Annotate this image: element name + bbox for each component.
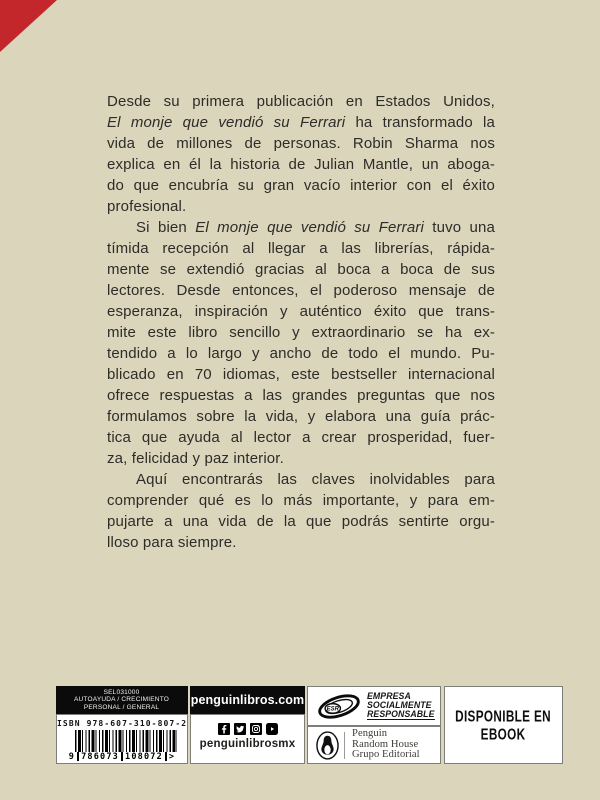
publisher-line: Grupo Editorial — [352, 749, 420, 761]
barcode-guard — [165, 752, 167, 761]
body-text-line: esperanza, inspiración y auténtico éxito que trans- — [107, 303, 495, 320]
body-text-line: El monje que vendió su Ferrari ha transformado la — [107, 114, 495, 131]
body-text-line: pujarte a una vida de la que podrás sentirte orgu- — [107, 513, 495, 530]
category-code: SEL031000 — [104, 689, 140, 697]
instagram-icon — [250, 723, 262, 735]
barcode-digits — [65, 752, 179, 762]
penguin-logo-icon — [316, 731, 339, 760]
body-text-line: do que encubría su gran vacío interior con el éxito — [107, 177, 495, 194]
body-text-line: Si bien El monje que vendió su Ferrari tuvo una — [136, 219, 495, 236]
barcode-digit-left: 9 — [68, 752, 76, 762]
barcode-guard — [121, 752, 123, 761]
barcode-bars — [75, 730, 177, 754]
body-text-line: profesional. — [107, 198, 187, 215]
publisher-line: Penguin — [352, 728, 388, 740]
body-text-line: mite este libro sencillo y extraordinario se ha ex- — [107, 324, 495, 341]
body-text-line: tica que ayuda al lector a crear prosperidad, fuer- — [107, 429, 495, 446]
divider — [344, 732, 345, 759]
category-line: AUTOAYUDA / CRECIMIENTO — [74, 696, 170, 704]
barcode-end-mark: > — [168, 752, 176, 762]
body-text-line: Aquí encontrarás las claves inolvidables para — [136, 471, 495, 488]
barcode-digit-group: 108072 — [125, 752, 163, 762]
twitter-icon — [234, 723, 246, 735]
esr-logo-icon — [316, 692, 362, 721]
body-text-line: tendido a lo largo y ancho de todo el mundo. Pu- — [107, 345, 495, 362]
body-text-line: mente se extendió gracias al boca a boca de sus — [107, 261, 495, 278]
esr-line: SOCIALMENTE — [367, 699, 432, 710]
ebook-line: EBOOK — [481, 725, 526, 743]
body-text-line: za, felicidad y paz interior. — [107, 450, 284, 467]
category-code-box — [56, 686, 188, 714]
body-text-line: comprender qué es lo más importante, y para em- — [107, 492, 495, 509]
social-handle: penguinlibrosmx — [199, 738, 296, 750]
youtube-icon — [266, 723, 278, 735]
category-line: PERSONAL / GENERAL — [84, 703, 160, 711]
svg-text:ESR: ESR — [326, 706, 339, 713]
website-box — [190, 686, 305, 714]
body-text-line: lectores. Desde entonces, el poderoso mensaje de — [107, 282, 495, 299]
ean-barcode — [65, 730, 179, 762]
ebook-line: DISPONIBLE EN — [455, 707, 552, 725]
back-cover-text — [107, 91, 495, 553]
publisher-box — [307, 726, 441, 764]
social-icons-row — [191, 723, 304, 735]
body-text-line: tímida recepción al llegar a las librerías, rápida- — [107, 240, 495, 257]
esr-box — [307, 686, 441, 726]
body-text-line: Desde su primera publicación en Estados Unidos, — [107, 93, 495, 110]
website-url: penguinlibros.com — [190, 693, 305, 707]
body-text-line: ofrece respuestas a las grandes preguntas que nos — [107, 387, 495, 404]
brand-corner-triangle — [0, 0, 57, 52]
body-text-line: lloso para siempre. — [107, 534, 237, 551]
ebook-badge — [444, 686, 563, 764]
facebook-icon — [218, 723, 230, 735]
body-text-line: formulamos sobre la vida, y elabora una guía prác- — [107, 408, 495, 425]
social-box — [190, 714, 305, 764]
body-text-line: blicado en 70 idiomas, este bestseller internacional — [107, 366, 495, 383]
esr-line: RESPONSABLE — [367, 708, 435, 719]
esr-line: EMPRESA — [367, 690, 411, 701]
isbn-label: ISBN 978-607-310-807-2 — [57, 719, 188, 728]
barcode-digit-group: 786073 — [81, 752, 119, 762]
barcode-guard — [77, 752, 79, 761]
body-text-line: explica en él la historia de Julian Mantle, un aboga- — [107, 156, 495, 173]
isbn-barcode-box — [56, 714, 188, 764]
publisher-line: Random House — [352, 738, 419, 750]
body-text-line: vida de millones de personas. Robin Sharma nos — [107, 135, 495, 152]
